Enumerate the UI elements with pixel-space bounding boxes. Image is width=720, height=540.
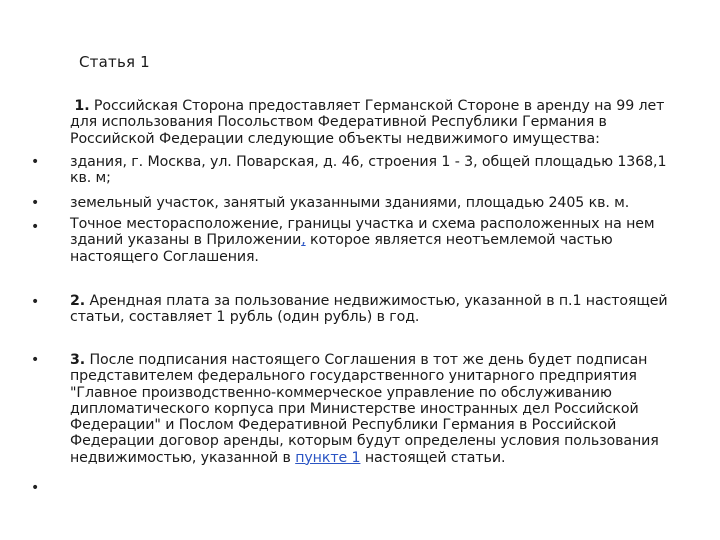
paragraph-3-number: 3. [70, 352, 86, 368]
paragraph-3 [70, 352, 690, 466]
paragraph-1-intro [70, 98, 690, 147]
article-heading: Статья 1 [79, 53, 150, 71]
bullet-buildings: • [31, 154, 40, 170]
paragraph-3-tail: настоящей статьи. [360, 449, 506, 466]
bullet-location: • [31, 219, 40, 235]
paragraph-3-text: После подписания настоящего Соглашения в тот же день будет подписан представителем федерального государственного унитарного предприятия "Главное производственно-коммерческое управление по обслуживанию дипломатического корпуса при Министерстве иностранных дел Российской Федерации" и Послом Федеративной Республики Германия в Российской Федерации договор аренды, которым будут определены условия пользования недвижимостью, указанной в [70, 352, 659, 466]
bullet-paragraph-3: • [31, 352, 40, 368]
item-buildings: здания, г. Москва, ул. Поварская, д. 46, строения 1 - 3, общей площадью 1368,1 кв. м; [70, 154, 667, 187]
bullet-paragraph-2: • [31, 294, 40, 310]
bullet-land: • [31, 195, 40, 211]
item-location [70, 216, 690, 265]
clause-1-link[interactable]: пункте 1 [295, 449, 361, 466]
bullet-empty: • [31, 480, 40, 496]
annex-link[interactable]: , [301, 232, 306, 249]
paragraph-2-text: Арендная плата за пользование недвижимостью, указанной в п.1 настоящей статьи, составляет 1 рубль (один рубль) в год. [70, 293, 668, 326]
paragraph-1-text: Российская Сторона предоставляет Германской Стороне в аренду на 99 лет для использования Посольством Федеративной Республики Германия в Российской Федерации следующие объекты недвижимого имущества: [70, 98, 665, 147]
item-location-text-a: Точное месторасположение, границы участка и схема расположенных на нем зданий указаны в Приложении [70, 216, 655, 249]
item-location-text-b: которое является неотъемлемой частью настоящего Соглашения. [70, 232, 613, 265]
paragraph-1-number: 1. [74, 98, 90, 114]
paragraph-2-number: 2. [70, 293, 86, 309]
item-land: земельный участок, занятый указанными зданиями, площадью 2405 кв. м. [70, 195, 630, 211]
paragraph-2 [70, 293, 690, 326]
